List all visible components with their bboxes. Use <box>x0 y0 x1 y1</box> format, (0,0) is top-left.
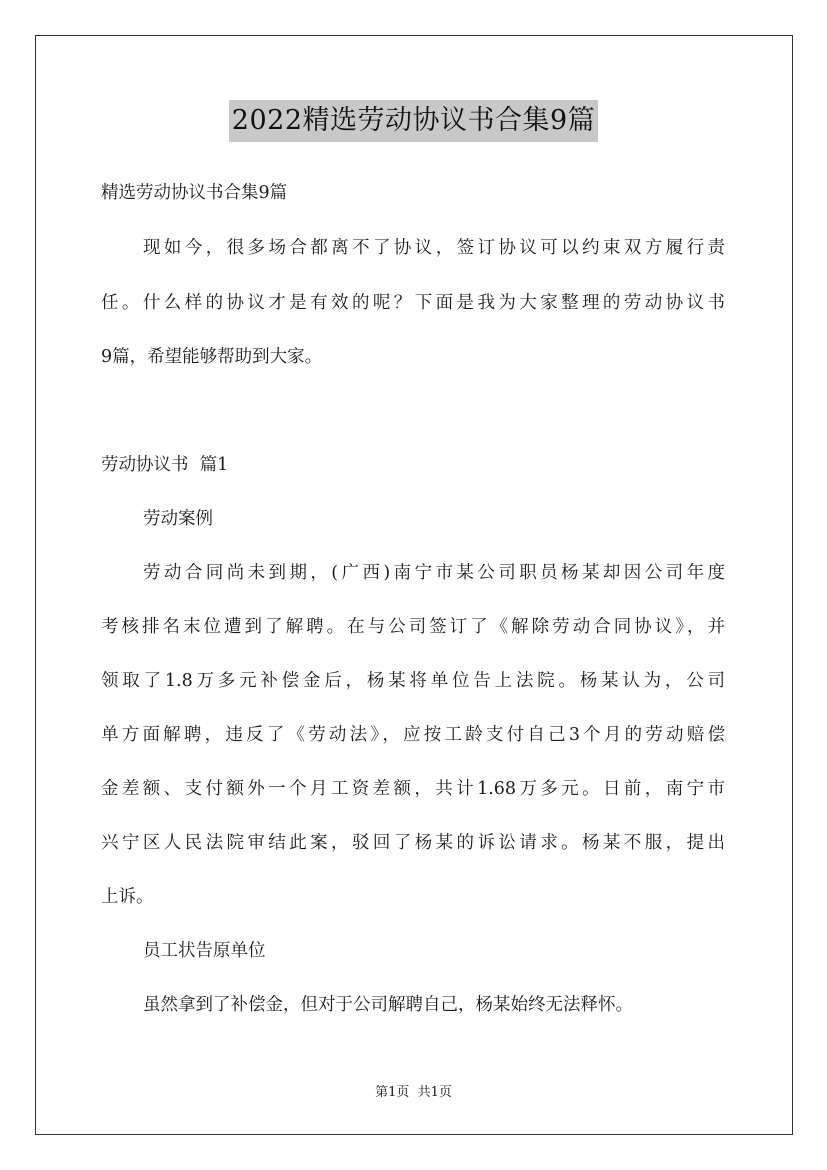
paragraph1-line-5: 金差额、支付额外一个月工资差额，共计1.68万多元。日前，南宁市 <box>101 779 725 799</box>
document-subtitle: 精选劳动协议书合集9篇 <box>101 183 288 203</box>
paragraph1-line-6: 兴宁区人民法院审结此案，驳回了杨某的诉讼请求。杨某不服，提出 <box>101 833 725 853</box>
document-title: 2022精选劳动协议书合集9篇 <box>229 100 598 142</box>
intro-line-2: 任。什么样的协议才是有效的呢？下面是我为大家整理的劳动协议书 <box>101 293 725 313</box>
subheading-labor-case: 劳动案例 <box>143 509 213 529</box>
intro-line-1: 现如今，很多场合都离不了协议，签订协议可以约束双方履行责 <box>143 238 725 258</box>
paragraph1-line-2: 考核排名末位遭到了解聘。在与公司签订了《解除劳动合同协议》，并 <box>101 617 725 637</box>
paragraph1-line-3: 领取了1.8万多元补偿金后，杨某将单位告上法院。杨某认为，公司 <box>101 671 725 691</box>
paragraph2-line-1: 虽然拿到了补偿金，但对于公司解聘自己，杨某始终无法释怀。 <box>143 995 633 1015</box>
paragraph1-line-7: 上诉。 <box>101 887 154 907</box>
page-footer <box>0 1084 827 1102</box>
section-heading: 劳动协议书 篇1 <box>101 455 229 475</box>
paragraph1-line-1: 劳动合同尚未到期，(广西)南宁市某公司职员杨某却因公司年度 <box>143 563 725 583</box>
title-container <box>0 100 827 142</box>
paragraph1-line-4: 单方面解聘，违反了《劳动法》，应按工龄支付自己3个月的劳动赔偿 <box>101 725 725 745</box>
intro-line-3: 9篇，希望能够帮助到大家。 <box>101 347 323 367</box>
page-number-label: 第1页 共1页 <box>375 1085 452 1100</box>
subheading-employee-sues: 员工状告原单位 <box>143 941 266 961</box>
